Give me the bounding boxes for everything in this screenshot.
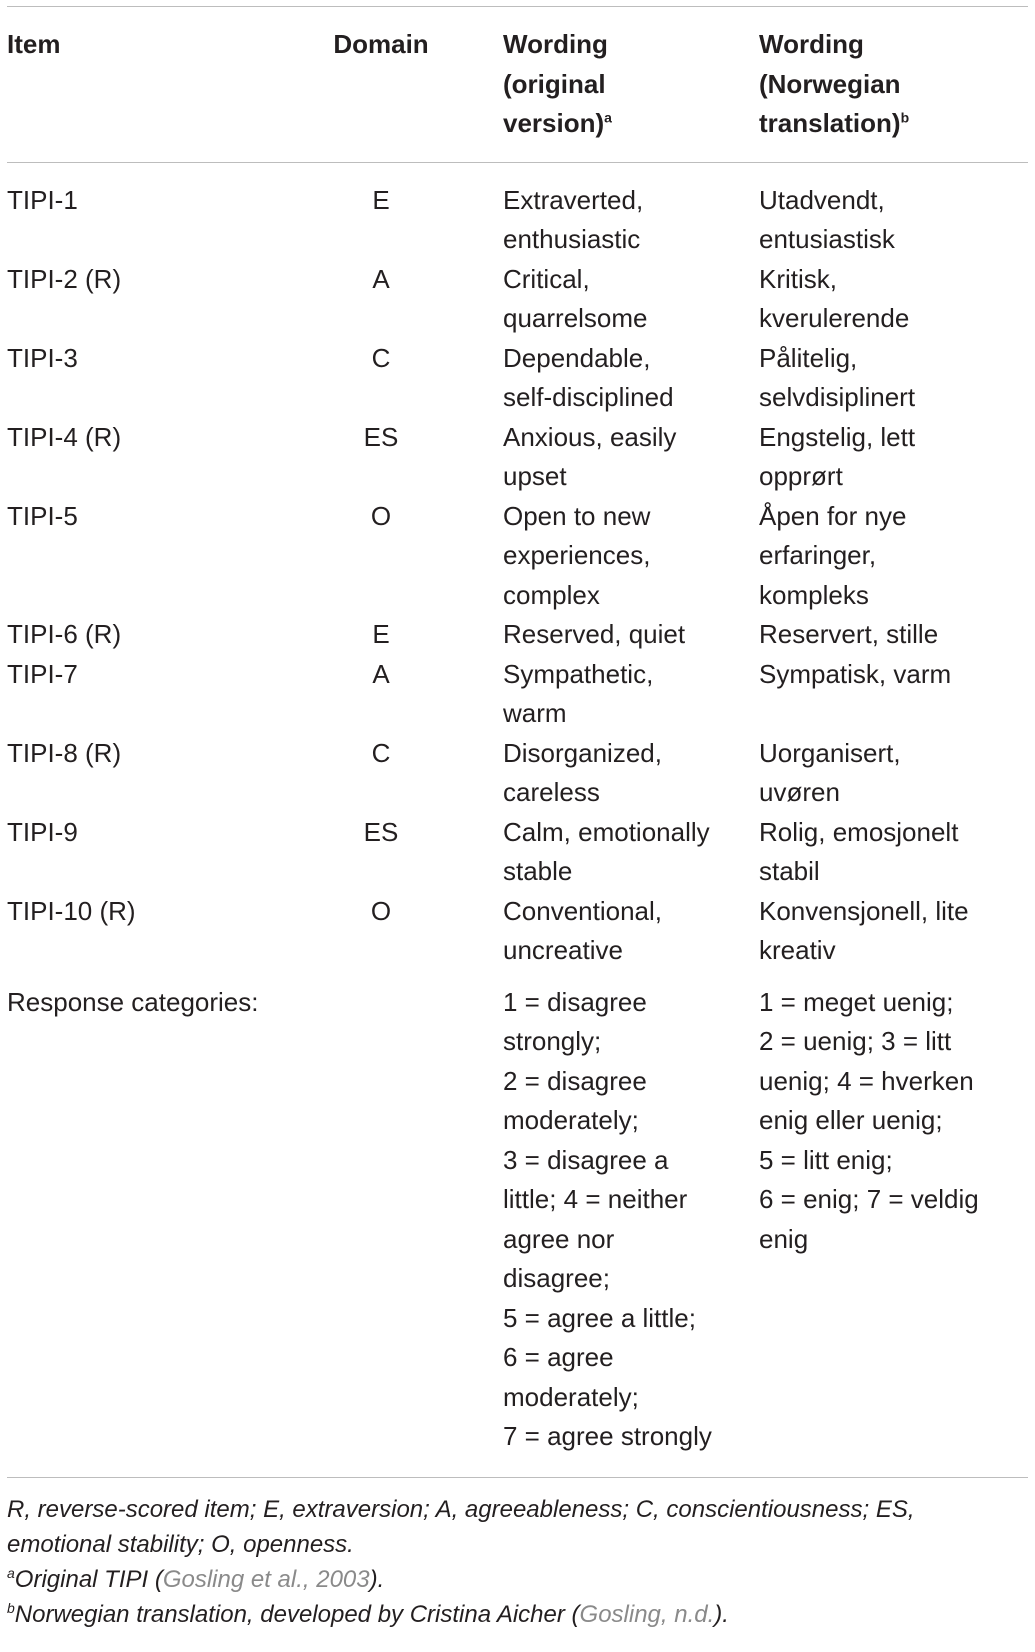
response-original bbox=[503, 971, 759, 1477]
footnotes bbox=[7, 1492, 1028, 1632]
footnote-b bbox=[7, 1597, 1028, 1632]
table-container bbox=[7, 6, 1028, 1632]
cell-norwegian-wording bbox=[759, 497, 1028, 616]
cell-original-wording bbox=[503, 163, 759, 260]
norwegian-line: stabil bbox=[759, 856, 820, 886]
original-line: quarrelsome bbox=[503, 303, 648, 333]
original-line: warm bbox=[503, 698, 567, 728]
table-row bbox=[7, 418, 1028, 497]
original-line: self-disciplined bbox=[503, 382, 674, 412]
norwegian-line: Åpen for nye bbox=[759, 500, 907, 531]
footnote-b-text: Norwegian translation, developed by Cristina Aicher ( bbox=[14, 1600, 580, 1628]
response-norwegian-line: enig eller uenig; bbox=[759, 1105, 943, 1135]
response-original-line: moderately; bbox=[503, 1381, 639, 1412]
norwegian-line: Konvensjonell, lite bbox=[759, 895, 969, 926]
response-original-line: agree nor bbox=[503, 1223, 615, 1254]
cell-domain: O bbox=[370, 895, 392, 926]
response-original-line: 6 = agree bbox=[503, 1342, 614, 1372]
cell-original-wording bbox=[503, 813, 759, 892]
response-norwegian bbox=[759, 971, 1028, 1477]
cell-item: TIPI-7 bbox=[7, 658, 78, 689]
cell-norwegian-wording bbox=[759, 813, 1028, 892]
header-norwegian-sup: b bbox=[900, 109, 910, 126]
norwegian-line: Engstelig, lett bbox=[759, 421, 916, 452]
cell-original-wording bbox=[503, 615, 759, 655]
cell-norwegian-wording bbox=[759, 892, 1028, 971]
cell-original-wording bbox=[503, 418, 759, 497]
response-original-line: 5 = agree a little; bbox=[503, 1302, 696, 1333]
cell-norwegian-wording bbox=[759, 260, 1028, 339]
norwegian-line: kompleks bbox=[759, 579, 869, 610]
response-label: Response categories: bbox=[7, 986, 259, 1017]
cell-item: TIPI-5 bbox=[7, 500, 78, 531]
original-line: Disorganized, bbox=[503, 737, 662, 768]
response-original-line: 2 = disagree bbox=[503, 1065, 647, 1096]
cell-domain: A bbox=[372, 263, 390, 294]
table-body bbox=[7, 163, 1028, 1477]
table-row bbox=[7, 260, 1028, 339]
footnote-b-end: ). bbox=[714, 1600, 729, 1628]
norwegian-line: selvdisiplinert bbox=[759, 382, 916, 412]
norwegian-line: Sympatisk, varm bbox=[759, 658, 952, 689]
response-original-line: 7 = agree strongly bbox=[503, 1421, 712, 1451]
header-original-line2: (original bbox=[503, 68, 606, 99]
header-original-sup: a bbox=[604, 109, 612, 126]
norwegian-line: Reservert, stille bbox=[759, 619, 939, 649]
original-line: Dependable, bbox=[503, 342, 651, 373]
original-line: Conventional, bbox=[503, 895, 662, 926]
response-original-line: disagree; bbox=[503, 1263, 610, 1293]
cell-domain: E bbox=[372, 184, 390, 215]
footnote-a-text: Original TIPI ( bbox=[14, 1565, 163, 1593]
cell-original-wording bbox=[503, 339, 759, 418]
cell-original-wording bbox=[503, 655, 759, 734]
norwegian-line: Utadvendt, bbox=[759, 184, 885, 215]
header-domain: Domain bbox=[333, 29, 429, 59]
original-line: careless bbox=[503, 777, 600, 807]
response-original-line: strongly; bbox=[503, 1026, 602, 1056]
tipi-table bbox=[7, 7, 1028, 1477]
cell-norwegian-wording bbox=[759, 339, 1028, 418]
original-line: enthusiastic bbox=[503, 224, 641, 254]
cell-original-wording bbox=[503, 260, 759, 339]
footnote-a bbox=[7, 1562, 1028, 1597]
original-line: Critical, bbox=[503, 263, 590, 294]
footnote-abbreviations bbox=[7, 1492, 1028, 1562]
cell-item: TIPI-4 (R) bbox=[7, 421, 122, 452]
norwegian-line: Kritisk, bbox=[759, 263, 837, 294]
footnote-a-end: ). bbox=[369, 1565, 385, 1593]
response-original-line: moderately; bbox=[503, 1105, 639, 1135]
norwegian-line: erfaringer, bbox=[759, 540, 877, 570]
cell-norwegian-wording bbox=[759, 734, 1028, 813]
response-norwegian-line: enig bbox=[759, 1223, 809, 1254]
cell-item: TIPI-2 (R) bbox=[7, 263, 122, 294]
header-original-wording bbox=[503, 7, 759, 162]
header-norwegian-line1: Wording bbox=[759, 29, 864, 59]
norwegian-line: Rolig, emosjonelt bbox=[759, 816, 959, 847]
footnote-abbrev-line2: emotional stability; O, openness. bbox=[7, 1530, 354, 1558]
cell-original-wording bbox=[503, 892, 759, 971]
cell-item: TIPI-9 bbox=[7, 816, 78, 847]
original-line: complex bbox=[503, 579, 600, 610]
response-norwegian-line: 1 = meget uenig; bbox=[759, 986, 954, 1017]
header-norwegian-wording bbox=[759, 7, 1028, 162]
original-line: Extraverted, bbox=[503, 184, 644, 215]
header-original-line3: version) bbox=[503, 108, 605, 138]
response-norwegian-line: 2 = uenig; 3 = litt bbox=[759, 1026, 952, 1056]
table-row bbox=[7, 497, 1028, 616]
header-original-line1: Wording bbox=[503, 29, 608, 59]
cell-item: TIPI-3 bbox=[7, 342, 78, 373]
original-line: Anxious, easily bbox=[503, 421, 677, 452]
response-original-line: little; 4 = neither bbox=[503, 1184, 688, 1214]
norwegian-line: Uorganisert, bbox=[759, 737, 901, 768]
original-line: uncreative bbox=[503, 935, 623, 965]
header-norwegian-line2: (Norwegian bbox=[759, 68, 901, 99]
cell-domain: ES bbox=[363, 421, 399, 452]
norwegian-line: Pålitelig, bbox=[759, 342, 858, 373]
footnote-b-sup: b bbox=[7, 1599, 15, 1616]
original-line: Sympathetic, bbox=[503, 658, 654, 689]
table-row bbox=[7, 615, 1028, 655]
norwegian-line: opprørt bbox=[759, 461, 843, 491]
cell-original-wording bbox=[503, 497, 759, 616]
footnote-a-sup: a bbox=[7, 1564, 15, 1581]
cell-norwegian-wording bbox=[759, 655, 1028, 734]
table-row bbox=[7, 734, 1028, 813]
table-row bbox=[7, 339, 1028, 418]
header-item: Item bbox=[7, 29, 61, 59]
response-norwegian-line: 5 = litt enig; bbox=[759, 1144, 893, 1175]
response-norwegian-line: uenig; 4 = hverken bbox=[759, 1065, 974, 1096]
response-original-line: 3 = disagree a bbox=[503, 1144, 669, 1175]
cell-domain: ES bbox=[363, 816, 399, 847]
original-line: Calm, emotionally bbox=[503, 816, 710, 847]
norwegian-line: kreativ bbox=[759, 935, 836, 965]
citation-link-gosling-nd[interactable]: Gosling, n.d. bbox=[579, 1600, 715, 1628]
response-norwegian-line: 6 = enig; 7 = veldig bbox=[759, 1184, 979, 1214]
response-categories-row bbox=[7, 971, 1028, 1477]
original-line: upset bbox=[503, 461, 567, 491]
table-row bbox=[7, 655, 1028, 734]
table-row bbox=[7, 163, 1028, 260]
cell-norwegian-wording bbox=[759, 163, 1028, 260]
table-row bbox=[7, 892, 1028, 971]
norwegian-line: entusiastisk bbox=[759, 224, 895, 254]
cell-domain: E bbox=[372, 619, 390, 649]
table-header bbox=[7, 7, 1028, 163]
cell-item: TIPI-10 (R) bbox=[7, 895, 136, 926]
cell-norwegian-wording bbox=[759, 418, 1028, 497]
cell-domain: A bbox=[372, 658, 390, 689]
original-line: stable bbox=[503, 856, 573, 886]
original-line: Reserved, quiet bbox=[503, 619, 686, 649]
norwegian-line: uvøren bbox=[759, 777, 840, 807]
cell-original-wording bbox=[503, 734, 759, 813]
table-row bbox=[7, 813, 1028, 892]
cell-item: TIPI-8 (R) bbox=[7, 737, 122, 768]
footnote-abbrev-line1: R, reverse-scored item; E, extraversion; A, agreeableness; C, conscientiousness; ES, bbox=[7, 1495, 915, 1523]
cell-item: TIPI-6 (R) bbox=[7, 619, 122, 649]
header-norwegian-line3: translation) bbox=[759, 108, 901, 138]
cell-norwegian-wording bbox=[759, 615, 1028, 655]
bottom-rule bbox=[7, 1477, 1028, 1478]
cell-domain: C bbox=[371, 342, 391, 373]
original-line: Open to new bbox=[503, 500, 651, 531]
response-original-line: 1 = disagree bbox=[503, 986, 647, 1017]
norwegian-line: kverulerende bbox=[759, 303, 910, 333]
cell-domain: C bbox=[371, 737, 391, 768]
cell-domain: O bbox=[370, 500, 392, 531]
original-line: experiences, bbox=[503, 540, 651, 570]
citation-link-gosling-2003[interactable]: Gosling et al., 2003 bbox=[162, 1565, 370, 1593]
cell-item: TIPI-1 bbox=[7, 184, 78, 215]
